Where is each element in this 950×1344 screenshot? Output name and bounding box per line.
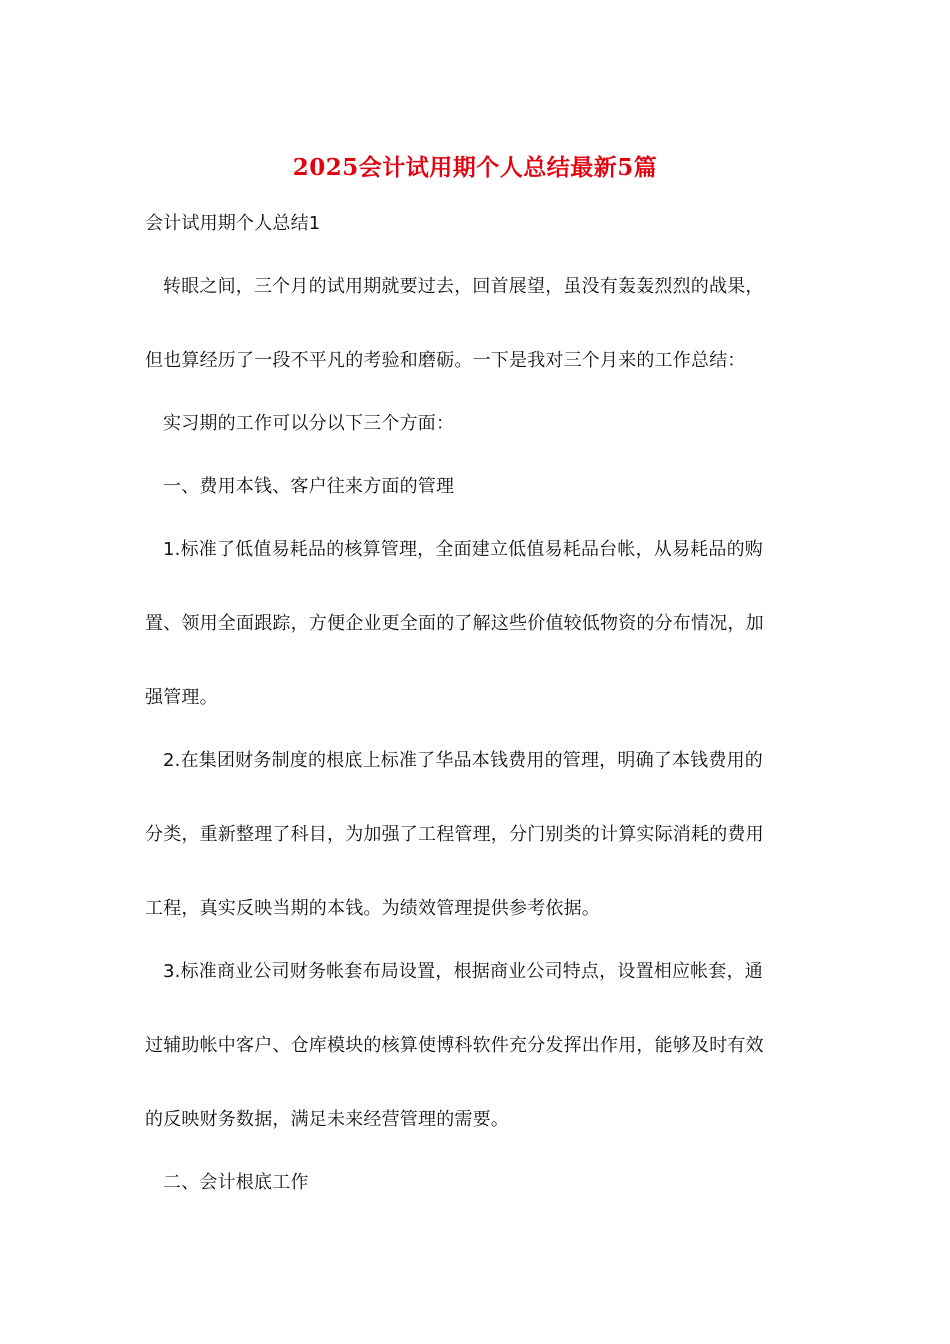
paragraph-line-2: 但也算经历了一段不平凡的考验和磨砺。一下是我对三个月来的工作总结：	[145, 350, 746, 371]
list-item-2-line-3: 工程，真实反映当期的本钱。为绩效管理提供参考依据。	[145, 898, 600, 919]
document-title: 2025会计试用期个人总结最新5篇	[292, 154, 658, 181]
list-item-3-line-1: 3.标准商业公司财务帐套布局设置，根据商业公司特点，设置相应帐套，通	[163, 961, 763, 982]
list-item-1-line-1: 1.标准了低值易耗品的核算管理，全面建立低值易耗品台帐，从易耗品的购	[163, 539, 763, 560]
section-heading-1: 一、费用本钱、客户往来方面的管理	[163, 476, 455, 497]
section-subtitle: 会计试用期个人总结1	[145, 213, 321, 234]
list-item-3-line-3: 的反映财务数据，满足未来经营管理的需要。	[145, 1109, 509, 1130]
list-item-3-line-2: 过辅助帐中客户、仓库模块的核算使博科软件充分发挥出作用，能够及时有效	[145, 1035, 764, 1056]
list-item-1-line-2: 置、领用全面跟踪，方便企业更全面的了解这些价值较低物资的分布情况，加	[145, 613, 764, 634]
list-item-2-line-1: 2.在集团财务制度的根底上标准了华品本钱费用的管理，明确了本钱费用的	[163, 750, 763, 771]
list-item-2-line-2: 分类，重新整理了科目，为加强了工程管理，分门别类的计算实际消耗的费用	[145, 824, 764, 845]
list-item-1-line-3: 强管理。	[145, 687, 218, 708]
paragraph-line-3: 实习期的工作可以分以下三个方面：	[163, 413, 455, 434]
section-heading-2: 二、会计根底工作	[163, 1172, 309, 1193]
paragraph-line-1: 转眼之间，三个月的试用期就要过去，回首展望，虽没有轰轰烈烈的战果，	[163, 276, 764, 297]
